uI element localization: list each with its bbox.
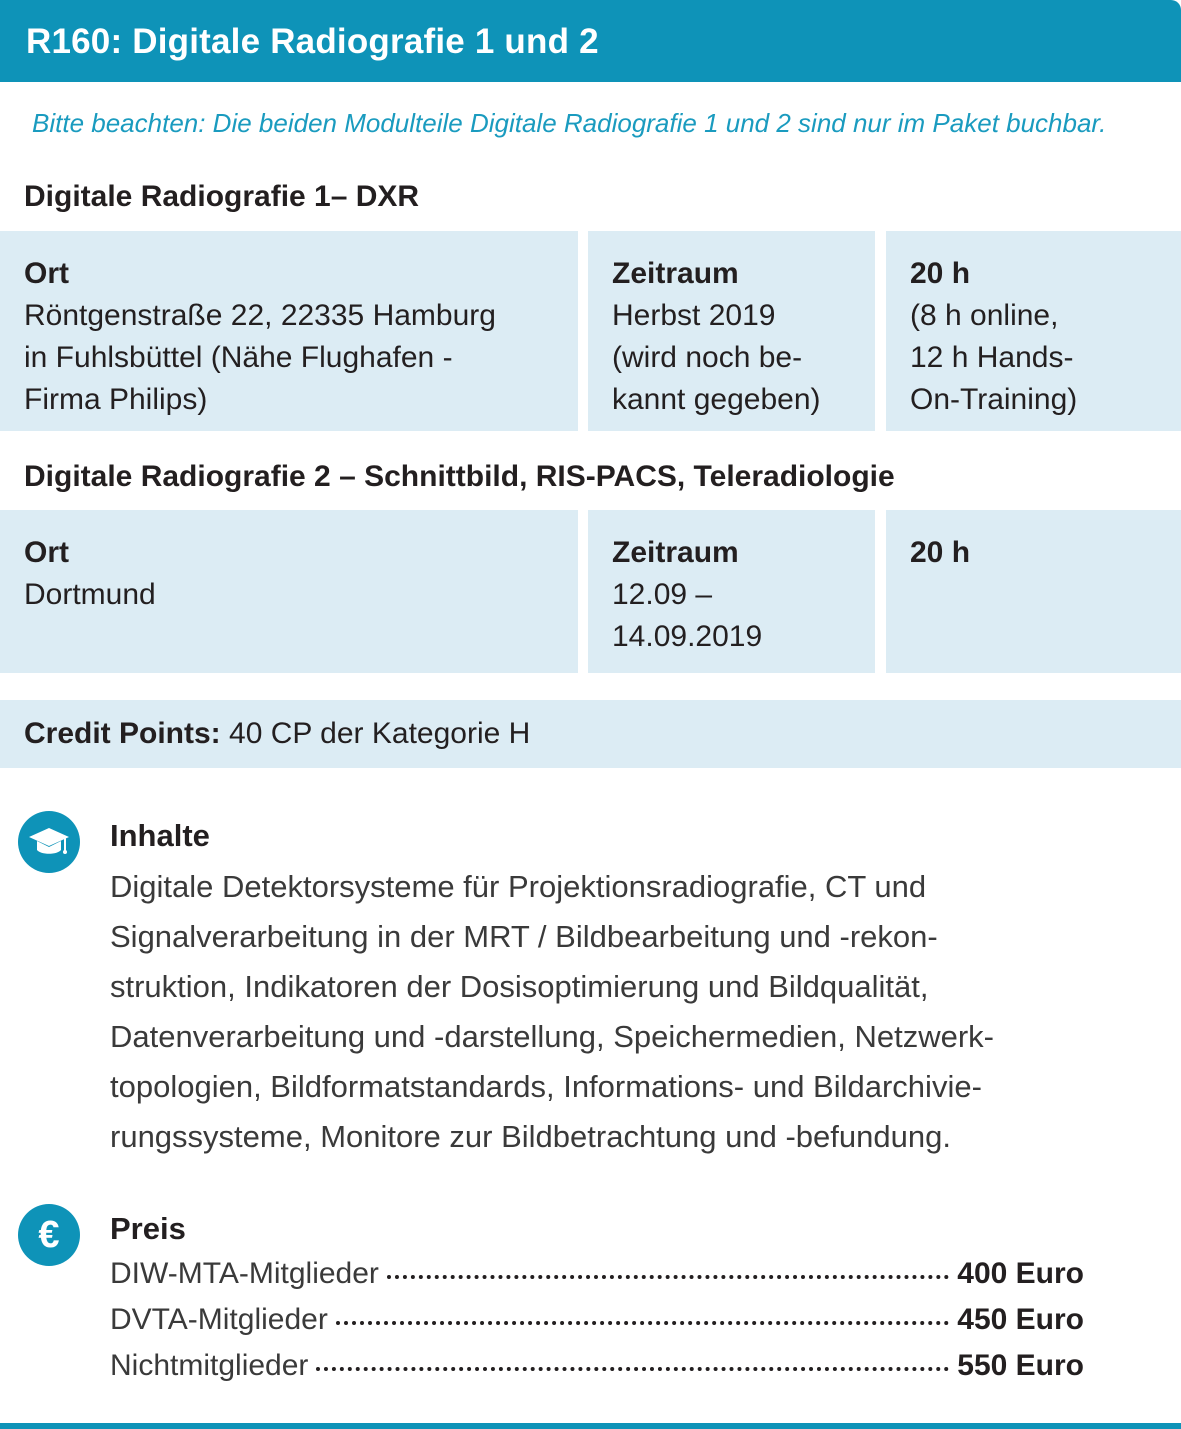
price-row-label: DVTA-Mitglieder [110, 1303, 328, 1336]
leader-dots [387, 1275, 949, 1279]
module1-zeitraum-value: Herbst 2019 (wird noch be- kannt gegeben) [612, 299, 821, 416]
booking-note: Bitte beachten: Die beiden Modulteile Digitale Radiografie 1 und 2 sind nur im Paket buchbar. [32, 108, 1107, 138]
module2-dauer-label: 20 h [910, 536, 971, 569]
leader-dots [316, 1367, 949, 1371]
leader-dots [336, 1321, 949, 1325]
module2-zeitraum-cell [588, 510, 875, 673]
price-row-value: 450 Euro [957, 1303, 1084, 1336]
module1-title: Digitale Radiografie 1– DXR [24, 180, 420, 213]
module2-dauer-cell [886, 510, 1181, 673]
price-row-label: Nichtmitglieder [110, 1349, 309, 1382]
price-row-label: DIW-MTA-Mitglieder [110, 1257, 379, 1290]
module1-zeitraum-label: Zeitraum [612, 257, 739, 290]
module2-ort-label: Ort [24, 536, 69, 569]
price-row-value: 550 Euro [957, 1349, 1084, 1382]
page-title: R160: Digitale Radiografie 1 und 2 [26, 22, 599, 61]
module2-zeitraum-label: Zeitraum [612, 536, 739, 569]
credit-points-text [24, 717, 530, 751]
price-row [110, 1303, 1084, 1343]
graduation-cap-icon [18, 811, 80, 873]
module1-ort-cell [0, 231, 578, 431]
preis-title: Preis [110, 1211, 186, 1246]
bottom-divider [0, 1423, 1181, 1429]
module1-ort-label: Ort [24, 257, 69, 290]
credit-points-bar [0, 700, 1181, 768]
credit-points-label: Credit Points: [24, 717, 221, 750]
inhalte-line: rungssysteme, Monitore zur Bildbetrachtung und -befundung. [110, 1119, 951, 1154]
credit-points-value: 40 CP der Kategorie H [220, 717, 531, 750]
module1-dauer-label: 20 h [910, 257, 971, 290]
inhalte-title: Inhalte [110, 818, 210, 853]
euro-glyph: € [38, 1213, 60, 1256]
module1-zeitraum-cell [588, 231, 875, 431]
module2-ort-cell [0, 510, 578, 673]
header-bar [0, 0, 1181, 82]
module1-dauer-cell [886, 231, 1181, 431]
inhalte-line: struktion, Indikatoren der Dosisoptimierung und Bildqualität, [110, 969, 929, 1004]
module2-zeitraum-value: 12.09 – 14.09.2019 [612, 578, 763, 653]
price-row [110, 1257, 1084, 1297]
euro-icon [18, 1204, 80, 1266]
module2-title: Digitale Radiografie 2 – Schnittbild, RIS-PACS, Teleradiologie [24, 460, 895, 493]
module1-ort-value: Röntgenstraße 22, 22335 Hamburg in Fuhlsbüttel (Nähe Flughafen - Firma Philips) [24, 299, 496, 416]
module2-ort-value: Dortmund [24, 578, 156, 611]
inhalte-line: Signalverarbeitung in der MRT / Bildbearbeitung und -rekon- [110, 919, 938, 954]
module1-dauer-value: (8 h online, 12 h Hands- On-Training) [910, 299, 1078, 416]
price-row-value: 400 Euro [957, 1257, 1084, 1290]
inhalte-line: topologien, Bildformatstandards, Informations- und Bildarchivie- [110, 1069, 982, 1104]
inhalte-body [110, 862, 1150, 1162]
inhalte-line: Digitale Detektorsysteme für Projektionsradiografie, CT und [110, 869, 927, 904]
inhalte-line: Datenverarbeitung und -darstellung, Speichermedien, Netzwerk- [110, 1019, 994, 1054]
price-row [110, 1349, 1084, 1389]
